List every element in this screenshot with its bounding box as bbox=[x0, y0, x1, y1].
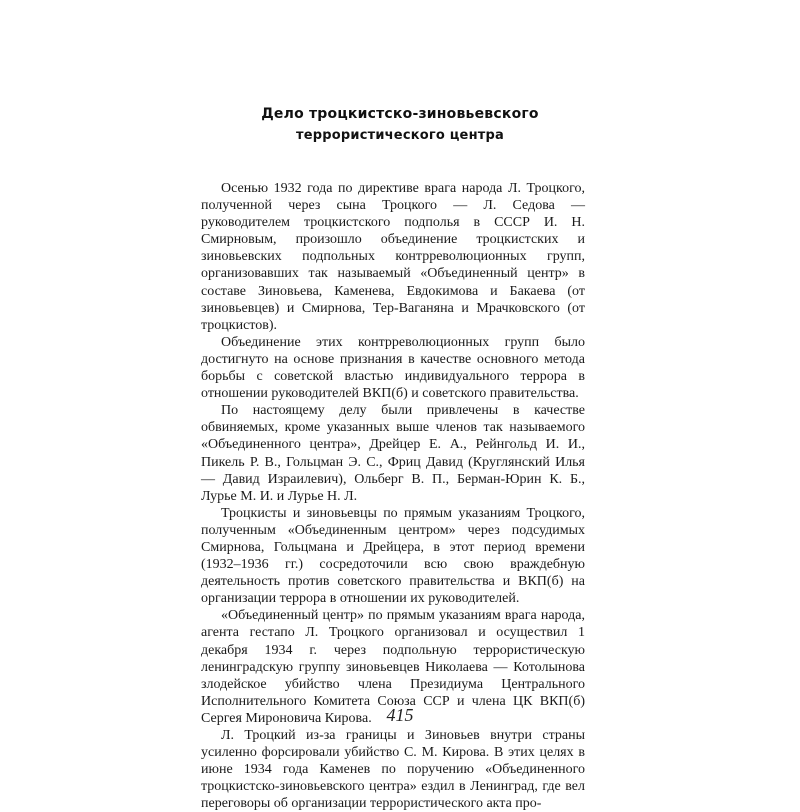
paragraph: Осенью 1932 года по директиве врага народа Л. Троцкого, полученной через сына Троцкого — Л. Седова — руководителем троцкистского подполья в СССР И. Н. Смирновым, произошло объединение троцкистских и зиновьевских подпольных контрреволюционных групп, организовавших так называемый «Объединенный центр» в составе Зиновьева, Каменева, Евдокимова и Бакаева (от зиновьевцев) и Смирнова, Тер-Ваганяна и Мрачковского (от троцкистов). bbox=[201, 181, 585, 333]
chapter-title-line-2: террористического центра bbox=[296, 128, 504, 143]
paragraph: Объединение этих контрреволюционных групп было достигнуто на основе признания в качестве основного метода борьбы с советской властью индивидуального террора в отношении руководителей ВКП(б) и советского правительства. bbox=[201, 334, 585, 402]
paragraph: «Объединенный центр» по прямым указаниям врага народа, агента гестапо Л. Троцкого организовал и осуществил 1 декабря 1934 г. через подпольную террористическую ленинградскую группу зиновьевцев Николаева — Котолынова злодейское убийство члена Президиума Центрального Исполнительного Комитета Союза ССР и члена ЦК ВКП(б) Сергея Мироновича Кирова. bbox=[201, 608, 585, 726]
paragraph: Троцкисты и зиновьевцы по прямым указаниям Троцкого, полученным «Объединенным центром» через подсудимых Смирнова, Гольцмана и Дрейцера, в этот период времени (1932–1936 гг.) сосредоточили всю свою враждебную деятельность против советского правительства и ВКП(б) на организации террора в отношении их руководителей. bbox=[201, 505, 585, 607]
paragraph: По настоящему делу были привлечены в качестве обвиняемых, кроме указанных выше членов так называемого «Объединенного центра», Дрейцер Е. А., Рейнгольд И. И., Пикель Р. В., Гольцман Э. С., Фриц Давид (Круглянский Илья — Давид Израилевич), Ольберг В. П., Берман-Юрин К. Б., Лурье М. И. и Лурье Н. Л. bbox=[201, 403, 585, 504]
page-number: 415 bbox=[386, 705, 414, 725]
paragraph: Л. Троцкий из-за границы и Зиновьев внутри страны усиленно форсировали убийство С. М. Кирова. В этих целях в июне 1934 года Каменев по поручению «Объединенного троцкистско-зиновьевского центра» ездил в Ленинград, где вел переговоры об организации террористического акта про- bbox=[201, 728, 585, 812]
chapter-title-line-1: Дело троцкистско-зиновьевского bbox=[261, 106, 539, 122]
